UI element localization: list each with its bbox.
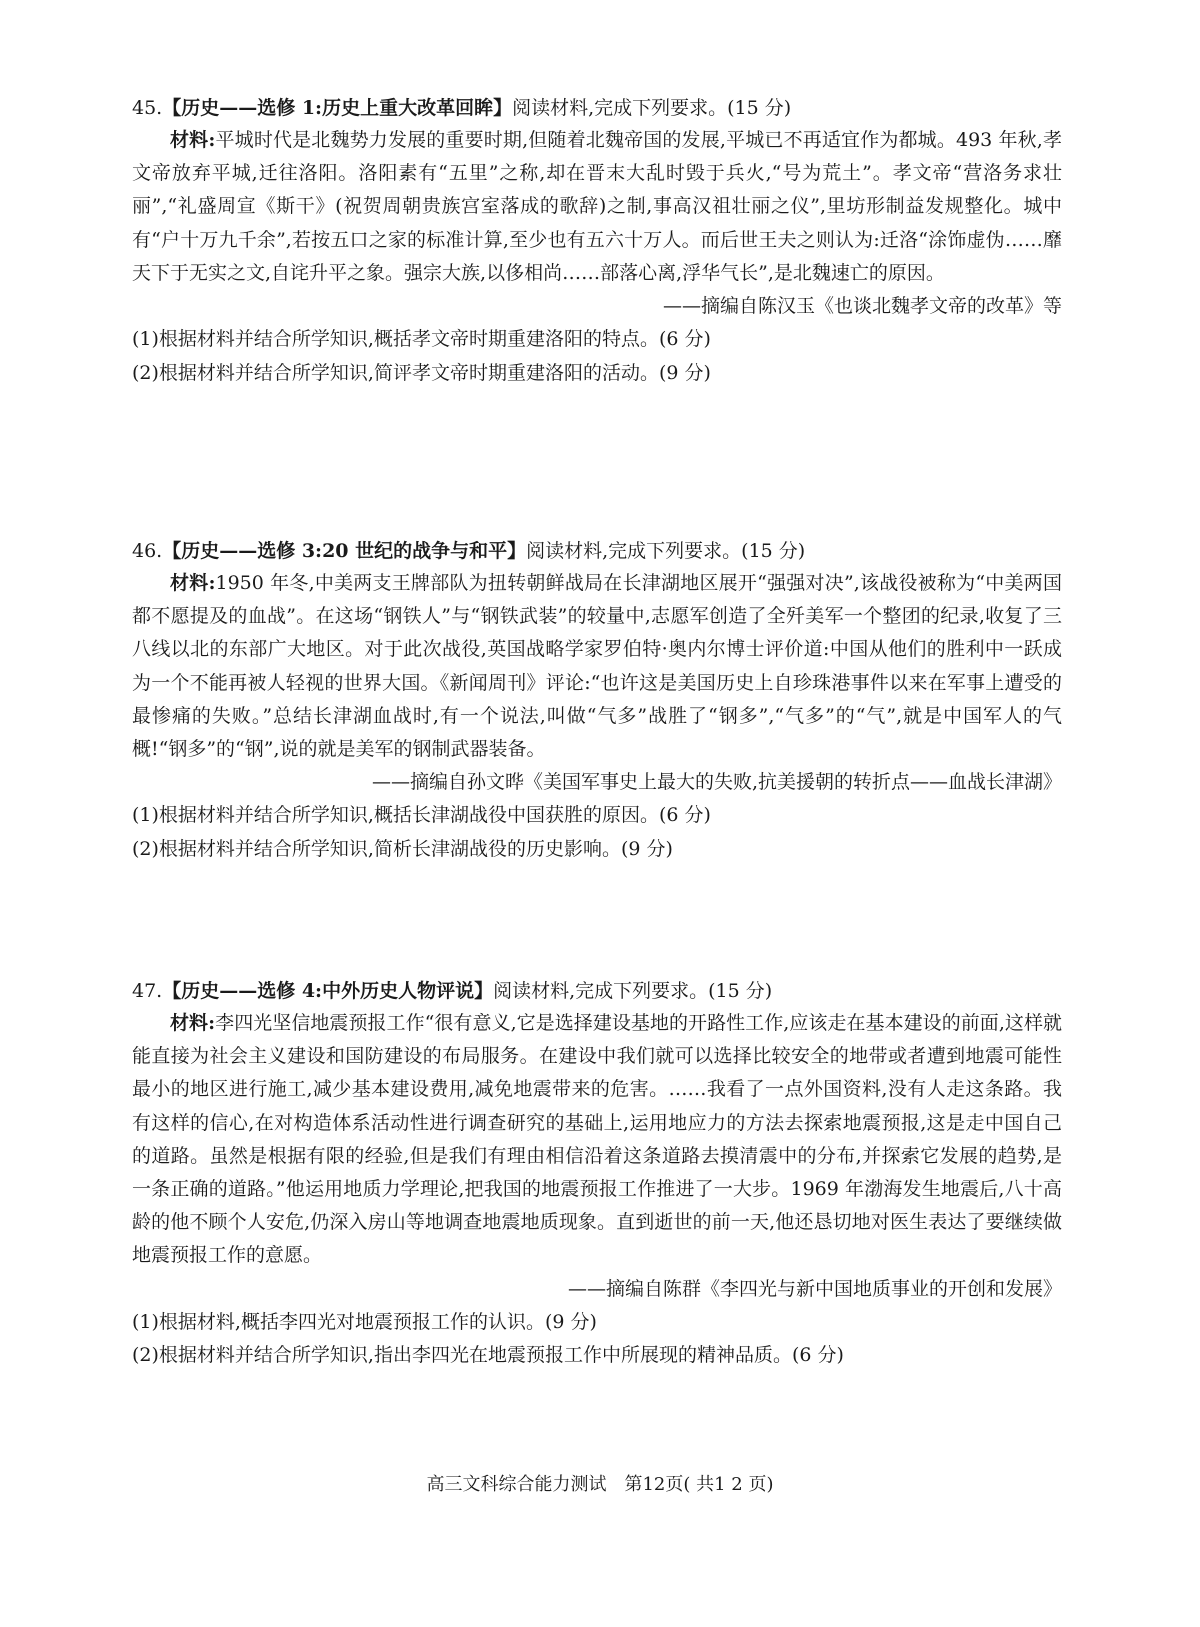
question-instruction: 阅读材料,完成下列要求。(15 分) <box>512 97 792 119</box>
material-text <box>132 1007 1062 1273</box>
material-label: 材料: <box>170 1012 216 1034</box>
question-number: 45. <box>132 97 163 119</box>
material-label: 材料: <box>170 129 216 151</box>
question-topic: 【历史——选修 4:中外历史人物评说】 <box>162 980 494 1002</box>
question-topic: 【历史——选修 1:历史上重大改革回眸】 <box>162 97 513 119</box>
question-topic: 【历史——选修 3:20 世纪的战争与和平】 <box>162 540 527 562</box>
material-body: 1950 年冬,中美两支王牌部队为扭转朝鲜战局在长津湖地区展开“强强对决”,该战役被称为“中美两国都不愿提及的血战”。在这场“钢铁人”与“钢铁武装”的较量中,志愿军创造了全歼美军一个整团的纪录,收复了三八线以北的东部广大地区。对于此次战役,英国战略学家罗伯特·奥内尔博士评价道:中国从他们的胜利中一跃成为一个不能再被人轻视的世界大国。《新闻周刊》评论:“也许这是美国历史上自珍珠港事件以来在军事上遭受的最惨痛的失败。”总结长津湖血战时,有一个说法,叫做“气多”战胜了“钢多”,“气多”的“气”,就是中国军人的气概!“钢多”的“钢”,说的就是美军的钢制武器装备。 <box>132 572 1062 761</box>
question-header <box>132 92 1062 124</box>
material-text <box>132 567 1062 766</box>
question-number: 47. <box>132 980 163 1002</box>
question-instruction: 阅读材料,完成下列要求。(15 分) <box>526 540 806 562</box>
material-body: 李四光坚信地震预报工作“很有意义,它是选择建设基地的开路性工作,应该走在基本建设的前面,这样就能直接为社会主义建设和国防建设的布局服务。在建设中我们就可以选择比较安全的地带或者遭到地震可能性最小的地区进行施工,减少基本建设费用,减免地震带来的危害。……我看了一点外国资料,没有人走这条路。我有这样的信心,在对构造体系活动性进行调查研究的基础上,运用地应力的方法去探索地震预报,这是走中国自己的道路。虽然是根据有限的经验,但是我们有理由相信沿着这条道路去摸清震中的分布,并探索它发展的趋势,是一条正确的道路。”他运用地质力学理论,把我国的地震预报工作推进了一大步。1969 年渤海发生地震后,八十高龄的他不顾个人安危,仍深入房山等地调查地震地质现象。直到逝世的前一天,他还恳切地对医生表达了要继续做地震预报工作的意愿。 <box>132 1012 1062 1267</box>
sub-question-1: (1)根据材料并结合所学知识,概括孝文帝时期重建洛阳的特点。(6 分) <box>132 328 711 351</box>
material-source: ——摘编自陈汉玉《也谈北魏孝文帝的改革》等 <box>662 295 1062 318</box>
question-45 <box>132 92 1062 390</box>
question-47 <box>132 975 1062 1373</box>
question-46 <box>132 535 1062 866</box>
question-header <box>132 975 1062 1007</box>
material-text <box>132 124 1062 290</box>
page-footer: 高三文科综合能力测试 第12页( 共1 2 页) <box>426 1474 774 1495</box>
sub-question-2: (2)根据材料并结合所学知识,简评孝文帝时期重建洛阳的活动。(9 分) <box>132 361 711 384</box>
sub-question-2: (2)根据材料并结合所学知识,指出李四光在地震预报工作中所展现的精神品质。(6 分) <box>132 1344 844 1367</box>
material-source: ——摘编自孙文晔《美国军事史上最大的失败,抗美援朝的转折点——血战长津湖》 <box>371 771 1062 794</box>
question-number: 46. <box>132 540 163 562</box>
question-instruction: 阅读材料,完成下列要求。(15 分) <box>493 980 773 1002</box>
question-header <box>132 535 1062 567</box>
sub-question-2: (2)根据材料并结合所学知识,简析长津湖战役的历史影响。(9 分) <box>132 837 673 860</box>
material-source: ——摘编自陈群《李四光与新中国地质事业的开创和发展》 <box>567 1277 1062 1300</box>
sub-question-1: (1)根据材料,概括李四光对地震预报工作的认识。(9 分) <box>132 1310 597 1333</box>
sub-question-1: (1)根据材料并结合所学知识,概括长津湖战役中国获胜的原因。(6 分) <box>132 804 711 827</box>
material-label: 材料: <box>170 572 216 594</box>
material-body: 平城时代是北魏势力发展的重要时期,但随着北魏帝国的发展,平城已不再适宜作为都城。493 年秋,孝文帝放弃平城,迁往洛阳。洛阳素有“五里”之称,却在晋末大乱时毁于兵火,“号为荒土”。孝文帝“营洛务求壮丽”,“礼盛周宣《斯干》(祝贺周朝贵族宫室落成的歌辞)之制,事高汉祖壮丽之仪”,里坊形制益发规整化。城中有“户十万九千余”,若按五口之家的标准计算,至少也有五六十万人。而后世王夫之则认为:迁洛“涂饰虚伪……靡天下于无实之文,自诧升平之象。强宗大族,以侈相尚……部落心离,浮华气长”,是北魏速亡的原因。 <box>132 129 1062 284</box>
